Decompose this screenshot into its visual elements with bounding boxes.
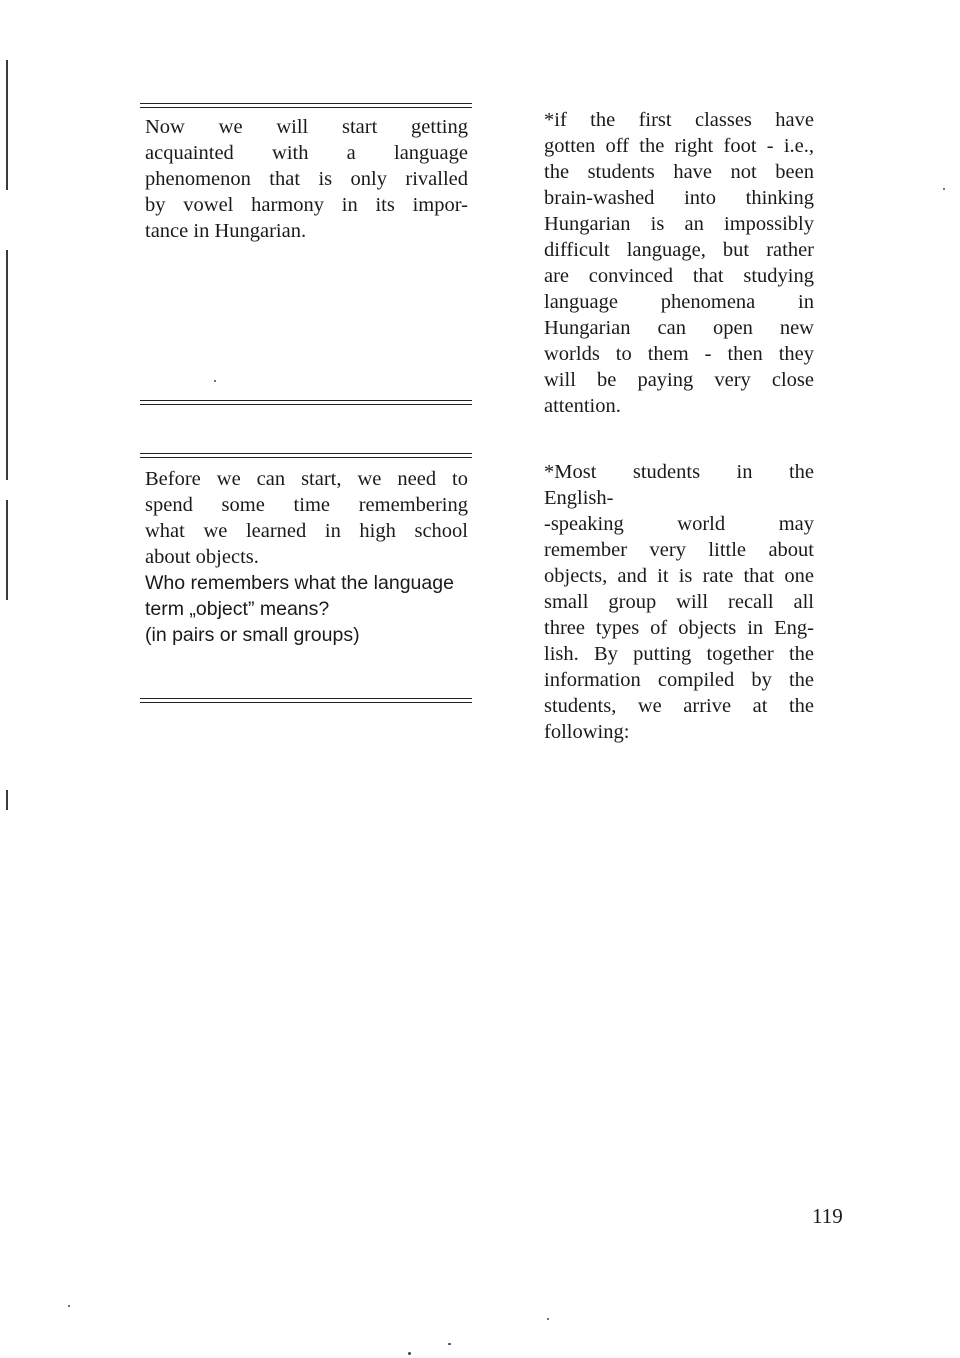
text-line: what we learned in high school [145,520,468,542]
text-line: Before we can start, we need to [145,468,468,490]
note-most-students [544,459,814,745]
text-line: English- [544,487,614,509]
scan-speck [943,188,945,190]
text-line: attention. [544,395,621,417]
text-line: gotten off the right foot - i.e., [544,135,814,157]
scan-speck [68,1305,70,1307]
teacher-text-intro [145,114,468,244]
text-line: *Most students in the [544,461,814,483]
question-line: term „object” means? [145,598,330,620]
scan-edge-mark [6,250,8,480]
scan-edge-mark [6,500,8,600]
scan-edge-mark [6,60,8,190]
text-line: tance in Hungarian. [145,220,307,242]
teacher-text-objects [145,466,468,648]
text-line: about objects. [145,546,259,568]
text-line: worlds to them - then they [544,343,814,365]
text-line: will be paying very close [544,369,814,391]
text-line: objects, and it is rate that one [544,565,814,587]
scan-speck [448,1343,451,1345]
note-first-classes [544,107,814,419]
text-line: -speaking world may [544,513,814,535]
text-line: spend some time remembering [145,494,468,516]
text-line: the students have not been [544,161,814,183]
text-line: language phenomena in [544,291,814,313]
text-line: remember very little about [544,539,814,561]
text-line: three types of objects in Eng- [544,617,814,639]
text-line: difficult language, but rather [544,239,814,261]
text-line: small group will recall all [544,591,814,613]
section-rule-bottom [140,698,472,703]
scan-speck [408,1352,411,1355]
text-line: *if the first classes have [544,109,814,131]
section-rule [140,400,472,405]
text-line: acquainted with a language [145,142,468,164]
text-line: lish. By putting together the [544,643,814,665]
instruction-line: (in pairs or small groups) [145,624,360,646]
section-rule [140,453,472,458]
text-line: students, we arrive at the [544,695,814,717]
text-line: Now we will start getting [145,116,468,138]
text-line: are convinced that studying [544,265,814,287]
text-line: following: [544,721,630,743]
text-line: Hungarian can open new [544,317,814,339]
page-number: 119 [812,1204,843,1228]
scan-speck [547,1318,549,1320]
text-line: information compiled by the [544,669,814,691]
scan-edge-mark [6,790,8,810]
question-line: Who remembers what the language [145,572,454,594]
section-rule-top [140,103,472,108]
text-line: by vowel harmony in its impor- [145,194,468,216]
text-line: phenomenon that is only rivalled [145,168,468,190]
text-line: Hungarian is an impossibly [544,213,814,235]
text-line: brain-washed into thinking [544,187,814,209]
scan-speck [214,380,216,382]
